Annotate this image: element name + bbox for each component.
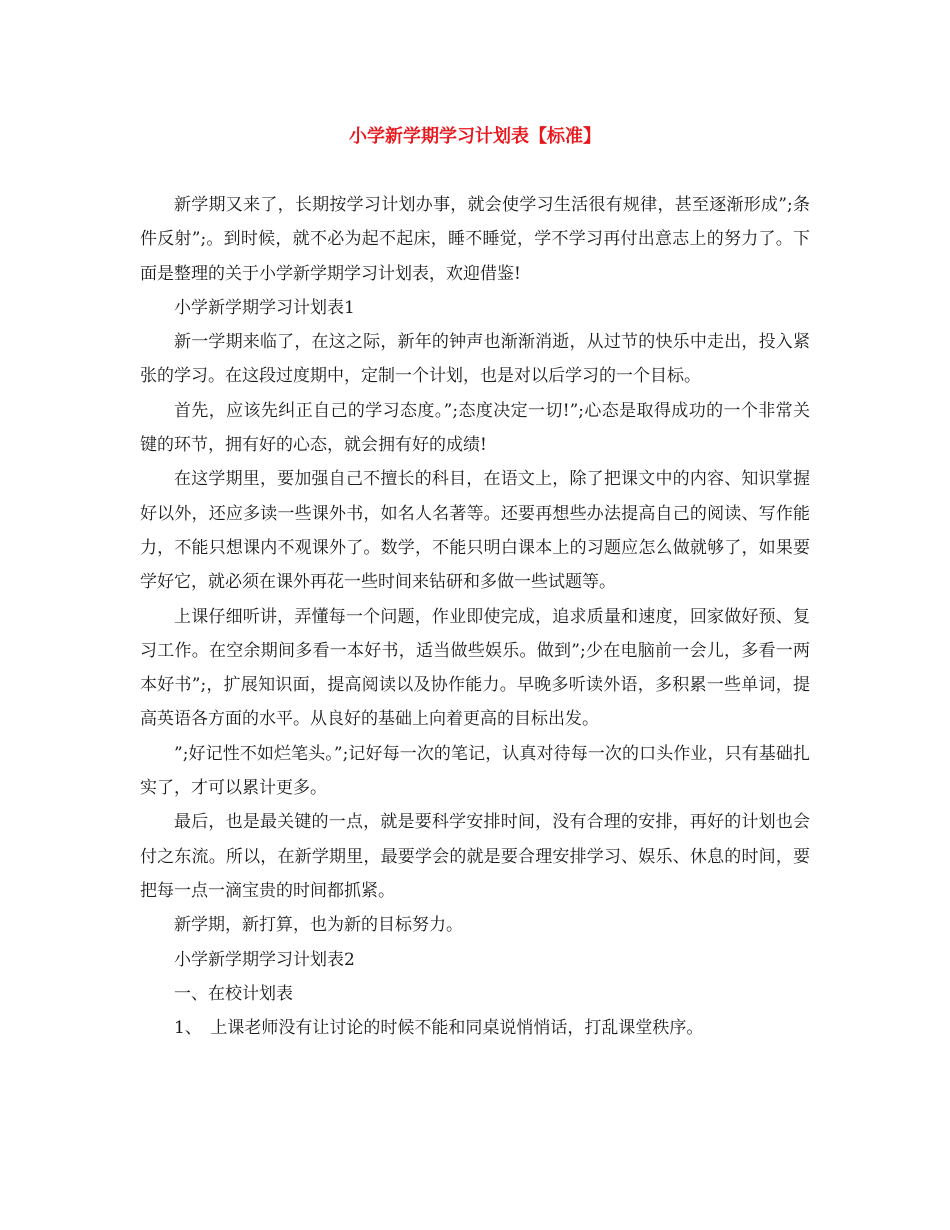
paragraph: 首先，应该先纠正自己的学习态度。”;态度决定一切!”;心态是取得成功的一个非常关键的环节，拥有好的心态，就会拥有好的成绩! (140, 400, 810, 456)
paragraph: ”;好记性不如烂笔头。”;记好每一次的笔记，认真对待每一次的口头作业，只有基础扎实了，才可以累计更多。 (140, 743, 810, 799)
section-heading-plan-1: 小学新学期学习计划表1 (174, 297, 355, 318)
section-heading-plan-2: 小学新学期学习计划表2 (174, 949, 355, 970)
subsection-heading: 一、在校计划表 (174, 983, 293, 1004)
paragraph: 最后，也是最关键的一点，就是要科学安排时间，没有合理的安排，再好的计划也会付之东流。所以，在新学期里，最要学会的就是要合理安排学习、娱乐、休息的时间，要把每一点一滴宝贵的时间都抓紧。 (140, 812, 810, 901)
list-item: 1、 上课老师没有让讨论的时候不能和同桌说悄悄话，打乱课堂秩序。 (174, 1018, 704, 1039)
paragraph: 新一学期来临了，在这之际，新年的钟声也渐渐消逝，从过节的快乐中走出，投入紧张的学习。在这段过度期中，定制一个计划，也是对以后学习的一个目标。 (140, 332, 810, 387)
paragraph: 上课仔细听讲，弄懂每一个问题，作业即使完成，追求质量和速度，回家做好预、复习工作。在空余期间多看一本好书，适当做些娱乐。做到”;少在电脑前一会儿，多看一两本好书”;，扩展知识面，提高阅读以及协作能力。早晚多听读外语，多积累一些单词，提高英语各方面的水平。从良好的基础上向着更高的目标出发。 (140, 606, 810, 730)
document-body (140, 188, 810, 1045)
paragraph: 新学期，新打算，也为新的目标努力。 (174, 915, 463, 936)
document-title: 小学新学期学习计划表【标准】 (349, 126, 601, 147)
paragraph: 在这学期里，要加强自己不擅长的科目，在语文上，除了把课文中的内容、知识掌握好以外，还应多读一些课外书，如名人名著等。还要再想些办法提高自己的阅读、写作能力，不能只想课内不观课外了。数学，不能只明白课本上的习题应怎么做就够了，如果要学好它，就必须在课外再花一些时间来钻研和多做一些试题等。 (140, 469, 810, 593)
paragraph-intro: 新学期又来了，长期按学习计划办事，就会使学习生活很有规律，甚至逐渐形成”;条件反射”;。到时候，就不必为起不起床，睡不睡觉，学不学习再付出意志上的努力了。下面是整理的关于小学新学期学习计划表，欢迎借鉴! (140, 195, 810, 284)
